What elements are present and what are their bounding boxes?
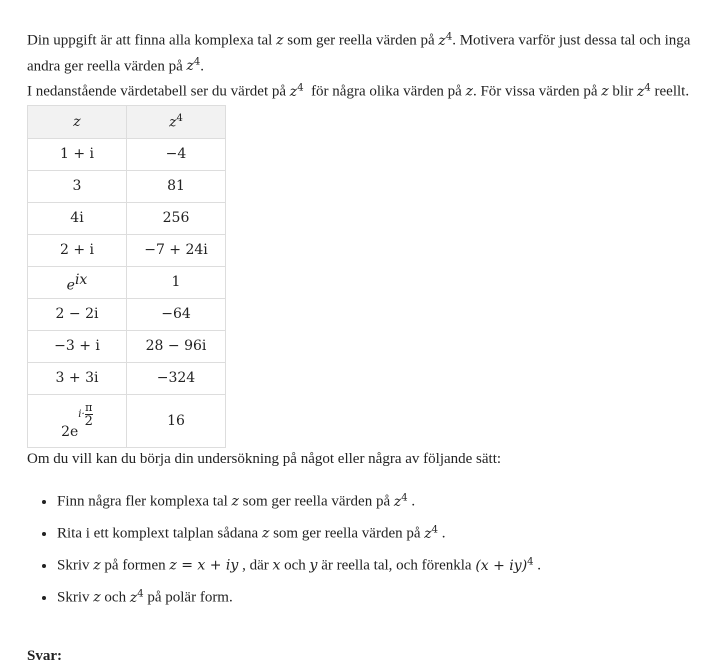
table-row <box>28 330 226 362</box>
value-table <box>27 105 226 448</box>
header-z4: $z^4$ <box>127 105 226 138</box>
table-row <box>28 234 226 266</box>
cell-z4: 16 <box>127 394 226 447</box>
cell-z: 1 + i <box>28 138 127 170</box>
cell-z4: −324 <box>127 362 226 394</box>
cell-z4: 81 <box>127 170 226 202</box>
cell-z4: −4 <box>127 138 226 170</box>
cell-z: 3 + 3i <box>28 362 127 394</box>
table-intro: I nedanstående värdetabell ser du värdet på $z^4$ för några olika värden på z. För vissa värden på z blir $z^4$ reellt. <box>27 82 690 100</box>
cell-z4: 1 <box>127 266 226 298</box>
cell-z: 2 − 2i <box>28 298 127 330</box>
task-content <box>27 26 707 667</box>
cell-z: $e^{ix}$ <box>28 266 127 298</box>
cell-z: 3 <box>28 170 127 202</box>
table-row <box>28 170 226 202</box>
list-item: • Skriv z på formen z = x + iy , där x och y är reella tal, och förenkla (x + iy)$^4$ . <box>57 548 707 580</box>
table-row <box>28 362 226 394</box>
list-item: • Skriv z och $z^4$ på polär form. <box>57 580 707 612</box>
cell-z4: 256 <box>127 202 226 234</box>
cell-z: 2e i· π 2 <box>28 394 127 447</box>
answer-label: Svar: <box>27 647 62 664</box>
cell-z4: −64 <box>127 298 226 330</box>
table-row <box>28 266 226 298</box>
suggestions-intro: Om du vill kan du börja din undersökning på något eller några av följande sätt: <box>27 450 502 467</box>
table-row <box>28 138 226 170</box>
table-header <box>28 105 226 138</box>
list-item: • Finn några fler komplexa tal z som ger reella värden på $z^4$ . <box>57 484 707 516</box>
cell-z4: −7 + 24i <box>127 234 226 266</box>
suggestions-list <box>27 484 707 613</box>
table-row <box>28 394 226 447</box>
cell-z: 4i <box>28 202 127 234</box>
list-item: • Rita i ett komplext talplan sådana z som ger reella värden på $z^4$ . <box>57 516 707 548</box>
cell-z: −3 + i <box>28 330 127 362</box>
task-description: Din uppgift är att finna alla komplexa tal z som ger reella värden på $z^4$. Motivera varför just dessa tal och inga andra ger reella värden på $z^4$. <box>27 31 691 75</box>
table-row <box>28 298 226 330</box>
header-z: z <box>28 105 127 138</box>
cell-z4: 28 − 96i <box>127 330 226 362</box>
cell-z: 2 + i <box>28 234 127 266</box>
table-row <box>28 202 226 234</box>
